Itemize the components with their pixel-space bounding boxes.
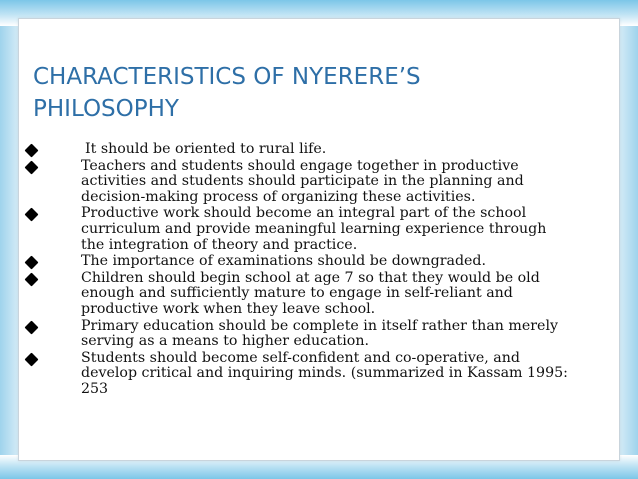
slide <box>18 18 620 461</box>
slide-title <box>33 61 593 125</box>
diamond-bullet-icon <box>24 208 38 222</box>
bullet-text-6-line-1: Primary education should be complete in itself rather than merely <box>81 317 558 334</box>
bullet-item-3 <box>19 206 619 253</box>
bullet-text-5-line-3: productive work when they leave school. <box>81 300 376 317</box>
bullet-text-7-line-3: 253 <box>81 380 109 397</box>
bullet-text-3-line-3: the integration of theory and practice. <box>81 236 358 253</box>
bullet-text-2-line-1: Teachers and students should engage together in productive <box>81 157 519 174</box>
diamond-bullet-icon <box>24 256 38 270</box>
bullet-item-6 <box>19 319 619 350</box>
diamond-bullet-icon <box>24 160 38 174</box>
diamond-bullet-icon <box>24 320 38 334</box>
bullet-text-3-line-1: Productive work should become an integral part of the school <box>81 205 527 222</box>
bullet-list <box>19 142 619 398</box>
bullet-text-6-line-2: serving as a means to higher education. <box>81 333 369 350</box>
slide-title-line-2: PHILOSOPHY <box>33 96 179 122</box>
diamond-bullet-icon <box>24 272 38 286</box>
bullet-text-5-line-2: enough and sufficiently mature to engage in self-reliant and <box>81 285 513 302</box>
diamond-bullet-icon <box>24 143 38 157</box>
bullet-text-2-line-2: activities and students should participate in the planning and <box>81 173 524 190</box>
slide-title-line-1: CHARACTERISTICS OF NYERERE’S <box>33 64 421 90</box>
bullet-item-2 <box>19 159 619 206</box>
diamond-bullet-icon <box>24 352 38 366</box>
bullet-text-7-line-1: Students should become self-confident and co-operative, and <box>81 349 520 366</box>
bullet-text-1-line-1: It should be oriented to rural life. <box>85 141 327 157</box>
bullet-item-4 <box>19 254 619 270</box>
bullet-text-5-line-1: Children should begin school at age 7 so that they would be old <box>81 269 540 286</box>
bullet-item-7 <box>19 351 619 398</box>
bullet-item-1 <box>19 142 619 158</box>
bullet-text-2-line-3: decision-making process of organizing these activities. <box>81 188 476 205</box>
bullet-item-5 <box>19 271 619 318</box>
bullet-text-7-line-2: develop critical and inquiring minds. (summarized in Kassam 1995: <box>81 365 568 382</box>
bullet-text-4-line-1: The importance of examinations should be downgraded. <box>81 253 487 270</box>
bullet-text-3-line-2: curriculum and provide meaningful learning experience through <box>81 220 547 237</box>
